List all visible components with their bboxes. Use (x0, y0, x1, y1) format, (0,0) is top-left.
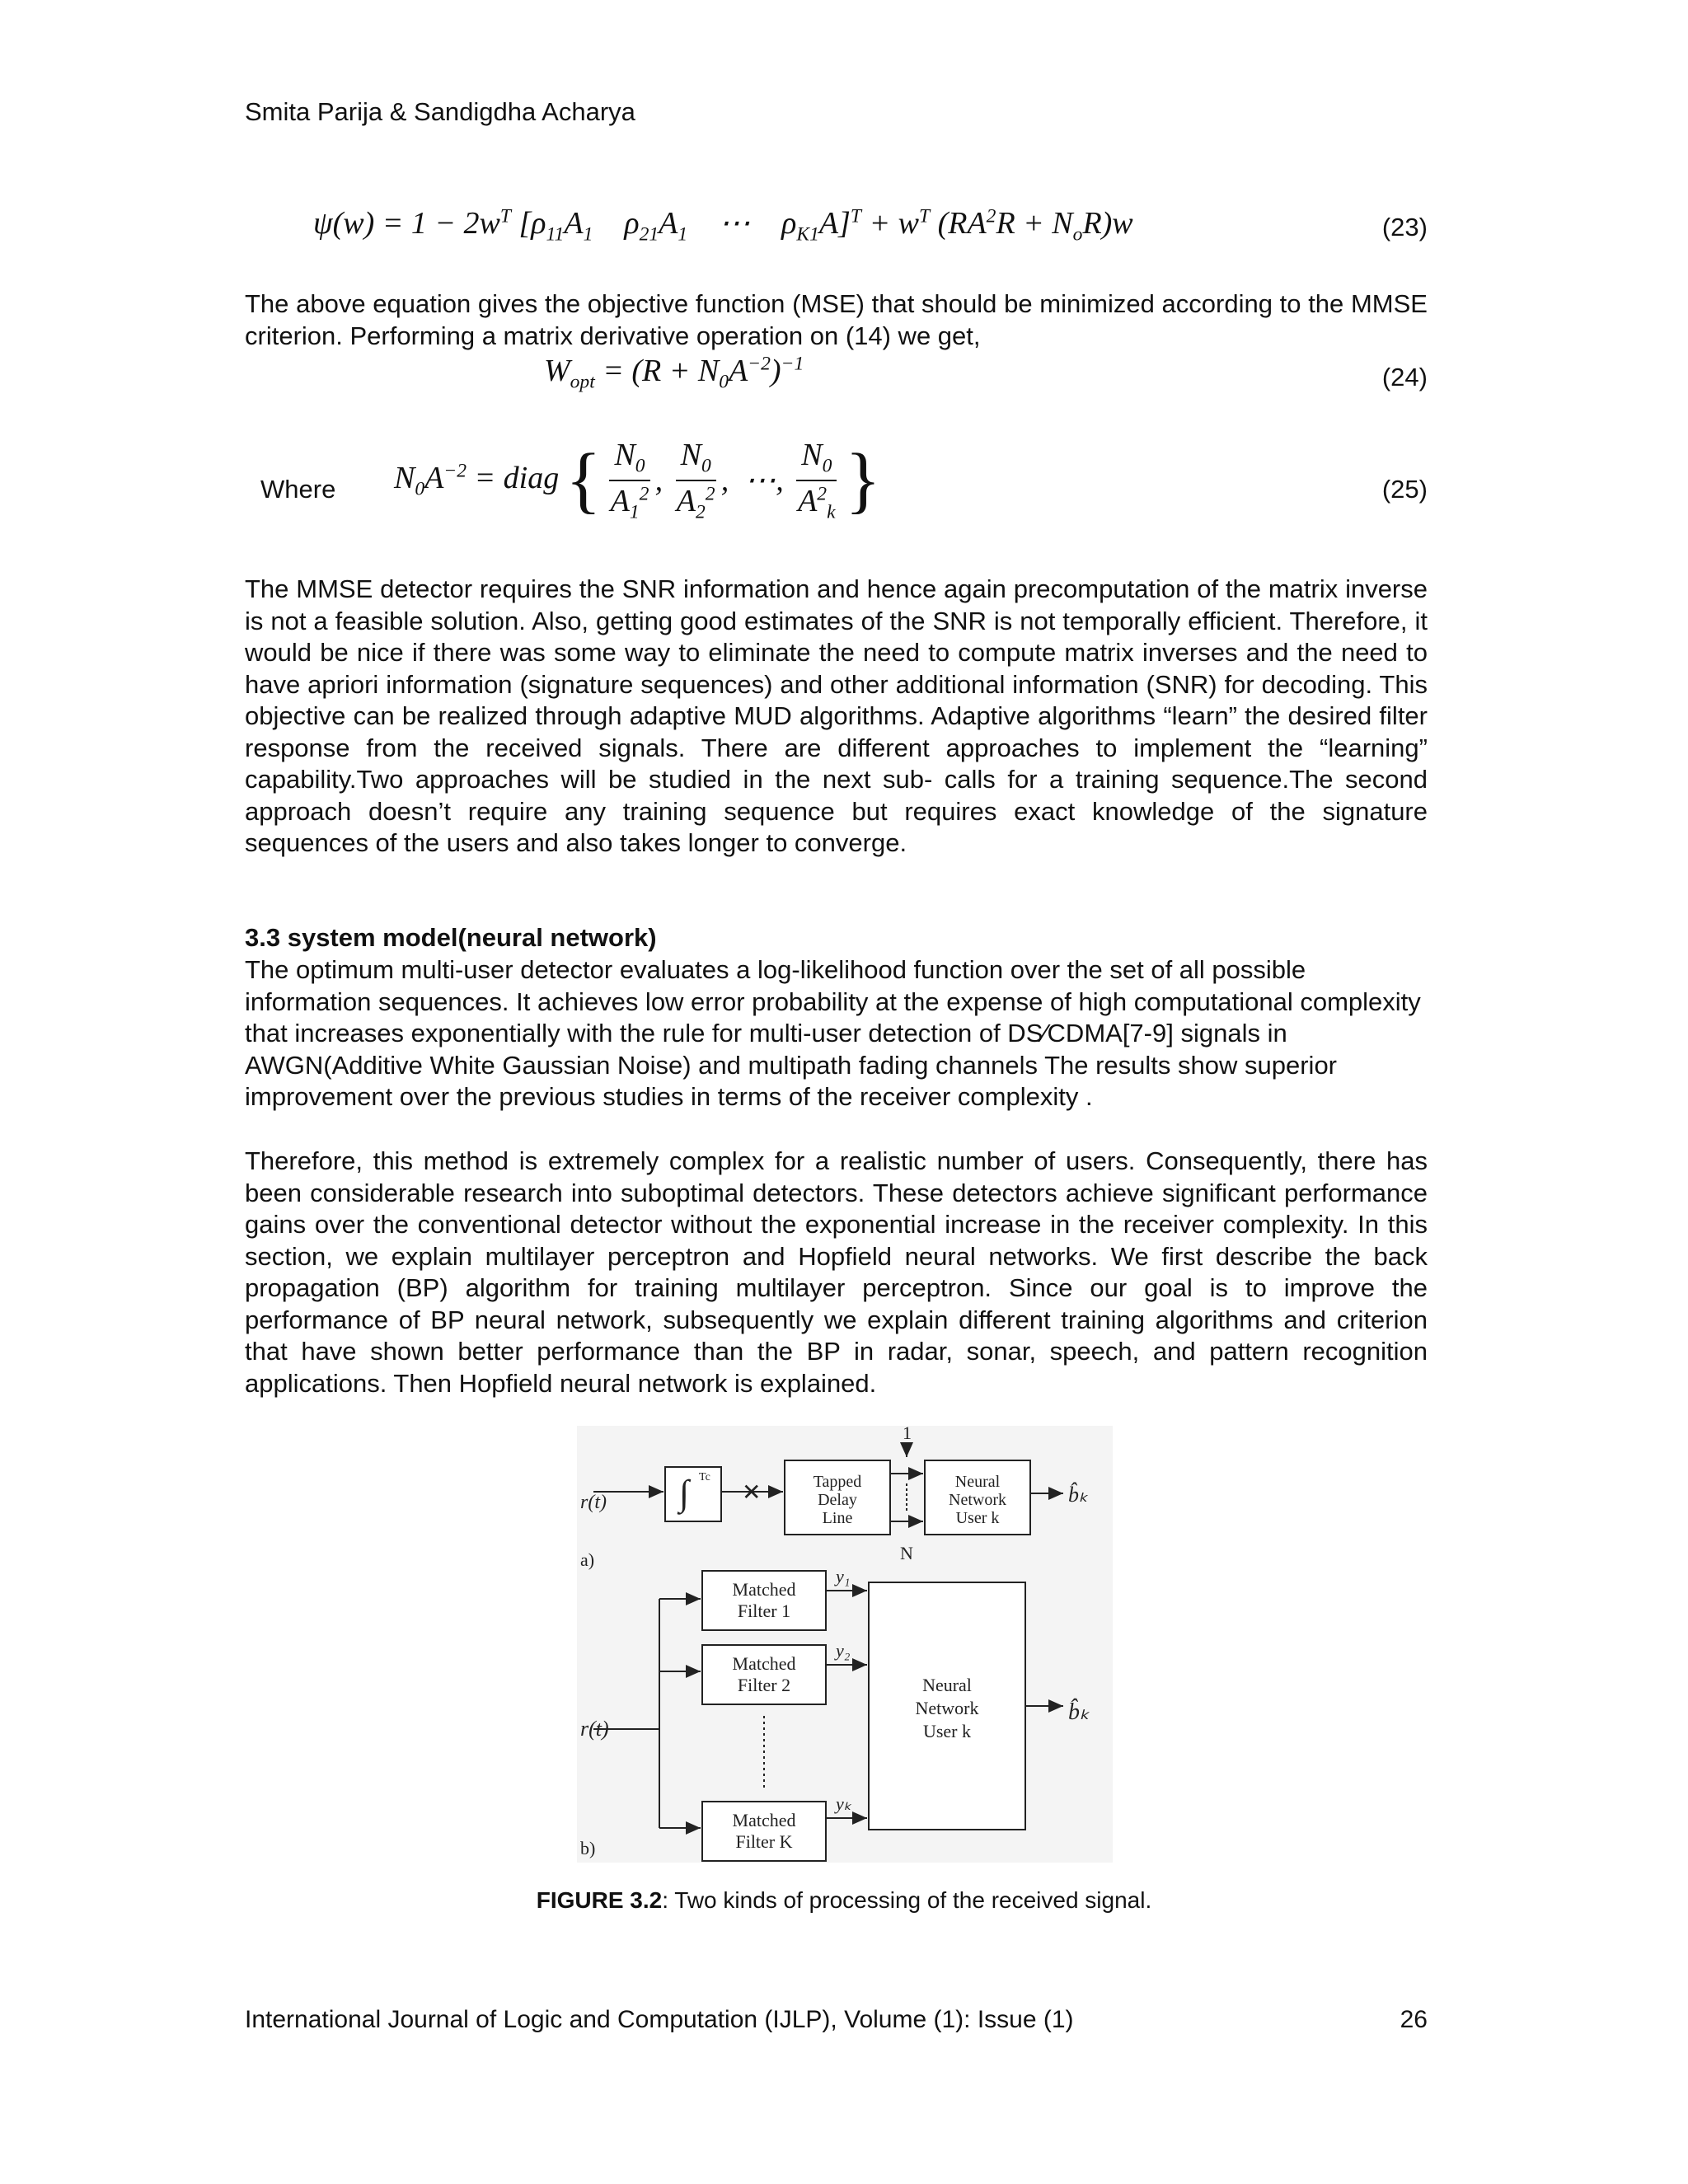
equation-24-number: (24) (1381, 363, 1428, 391)
footer-journal: International Journal of Logic and Computation (IJLP), Volume (1): Issue (1) (245, 2006, 1074, 2033)
tapped-delay-line-3: Line (822, 1509, 853, 1527)
figure-b-input-label: r(t) (580, 1717, 609, 1741)
multiplier-icon: ✕ (742, 1480, 762, 1506)
neural-net-a-2: Network (949, 1491, 1006, 1509)
figure-a-output-label: b̂ₖ (1068, 1483, 1089, 1507)
neural-net-a-1: Neural (954, 1473, 1001, 1491)
figure-caption (0, 1887, 1688, 1914)
matched-filter-1-line2: Filter 1 (737, 1601, 791, 1621)
neural-net-b-2: Network (915, 1698, 979, 1718)
neural-net-a-3: User k (955, 1509, 1000, 1527)
equation-25-number: (25) (1381, 475, 1428, 504)
matched-filter-k-line1: Matched (732, 1810, 796, 1830)
figure-b-output-label: b̂ₖ (1068, 1699, 1090, 1725)
equation-25-where-label: Where (260, 475, 336, 504)
figure-svg (577, 1426, 1113, 1863)
page-number: 26 (1400, 2006, 1428, 2033)
figure-caption-text: : Two kinds of processing of the received signal. (662, 1887, 1152, 1913)
tapped-delay-line-2: Delay (818, 1491, 857, 1509)
paragraph-optimum-detector: The optimum multi-user detector evaluates a log-likelihood function over the set of all possible information sequences. It achieves low error probability at the expense of high computational complexity that increases exponentially with the rule for multi-user detection of DS⁄CDMA[7-9] signals in AWGN(Additive White Gaussian Noise) and multipath fading channels The results show superior improvement over the previous studies in terms of the receiver complexity . (245, 955, 1421, 1111)
section-heading-3-3: 3.3 system model(neural network) (245, 923, 657, 952)
figure-a-input-label: r(t) (580, 1492, 607, 1513)
equation-23-number: (23) (1381, 213, 1428, 241)
integrator-limit-icon: Tc (699, 1471, 710, 1483)
integrator-icon: ∫ (679, 1473, 690, 1513)
figure-3-2-diagram (577, 1426, 1113, 1863)
equation-25: $N_0A^{-2}$ = diag { $\frac{N_0}{A_1^2}$ , $\frac{N_0}{A_2^2}$ , ⋯, $\frac{N_0}{A^2_k}$ } (394, 438, 881, 523)
paragraph-mmse-detector: The MMSE detector requires the SNR information and hence again precomputation of the matrix inverse is not a feasible solution. Also, getting good estimates of the SNR is not temporally efficient. Therefore, it would be nice if there was some way to eliminate the need to compute matrix inverses and the need to have apriori information (signature sequences) and other additional information (SNR) for decoding. This objective can be realized through adaptive MUD algorithms. Adaptive algorithms “learn” the desired filter response from the received signals. There are different approaches to implement the “learning” capability.Two approaches will be studied in the next sub- calls for a training sequence.The second approach doesn’t require any training sequence but requires exact knowledge of the signature sequences of the users and also takes longer to converge. (245, 574, 1428, 857)
equation-24: $W_{opt} = (R + N_0A^{-2})^{-1}$ (544, 353, 804, 393)
matched-filter-1-output: y₁ (836, 1566, 851, 1586)
figure-a-tap-bottom: N (900, 1543, 913, 1563)
matched-filter-2-output: y₂ (836, 1640, 851, 1661)
neural-net-b-1: Neural (922, 1675, 972, 1695)
matched-filter-2-line1: Matched (732, 1653, 796, 1674)
paragraph-suboptimal-detectors: Therefore, this method is extremely complex for a realistic number of users. Consequently, there has been considerable research into suboptimal detectors. These detectors achieve significant performance gains over the conventional detector without the exponential increase in the receiver complexity. In this section, we explain multilayer perceptron and Hopfield neural networks. We first describe the back propagation (BP) algorithm for training multilayer perceptron. Since our goal is to improve the performance of BP neural network, subsequently we explain different training algorithms and criterion that have shown better performance than the BP in radar, sonar, speech, and pattern recognition applications. Then Hopfield neural network is explained. (245, 1146, 1428, 1398)
neural-net-b-3: User k (922, 1721, 972, 1741)
matched-filter-k-line2: Filter K (735, 1831, 793, 1852)
figure-a-tap-top: 1 (903, 1426, 912, 1443)
matched-filter-k-output: yₖ (836, 1793, 852, 1814)
figure-caption-label: FIGURE 3.2 (536, 1887, 663, 1913)
figure-a-label: a) (580, 1549, 595, 1570)
equation-23: $\psi(w) = 1 - 2w^T$ [$\rho_{11}A_1$ $\rho_{21}A_1$ ⋯ $\rho_{K1}A]^T + w^T$ $(RA^2R + N_oR)w$ (313, 205, 1133, 246)
matched-filter-1-line1: Matched (732, 1579, 796, 1600)
figure-b-label: b) (580, 1838, 596, 1858)
matched-filter-2-line2: Filter 2 (737, 1675, 791, 1695)
running-head-authors: Smita Parija & Sandigdha Acharya (245, 97, 635, 126)
paragraph-objective-function: The above equation gives the objective function (MSE) that should be minimized according to the MMSE criterion. Performing a matrix derivative operation on (14) we get, (245, 289, 1428, 350)
tapped-delay-line-1: Tapped (813, 1473, 862, 1491)
